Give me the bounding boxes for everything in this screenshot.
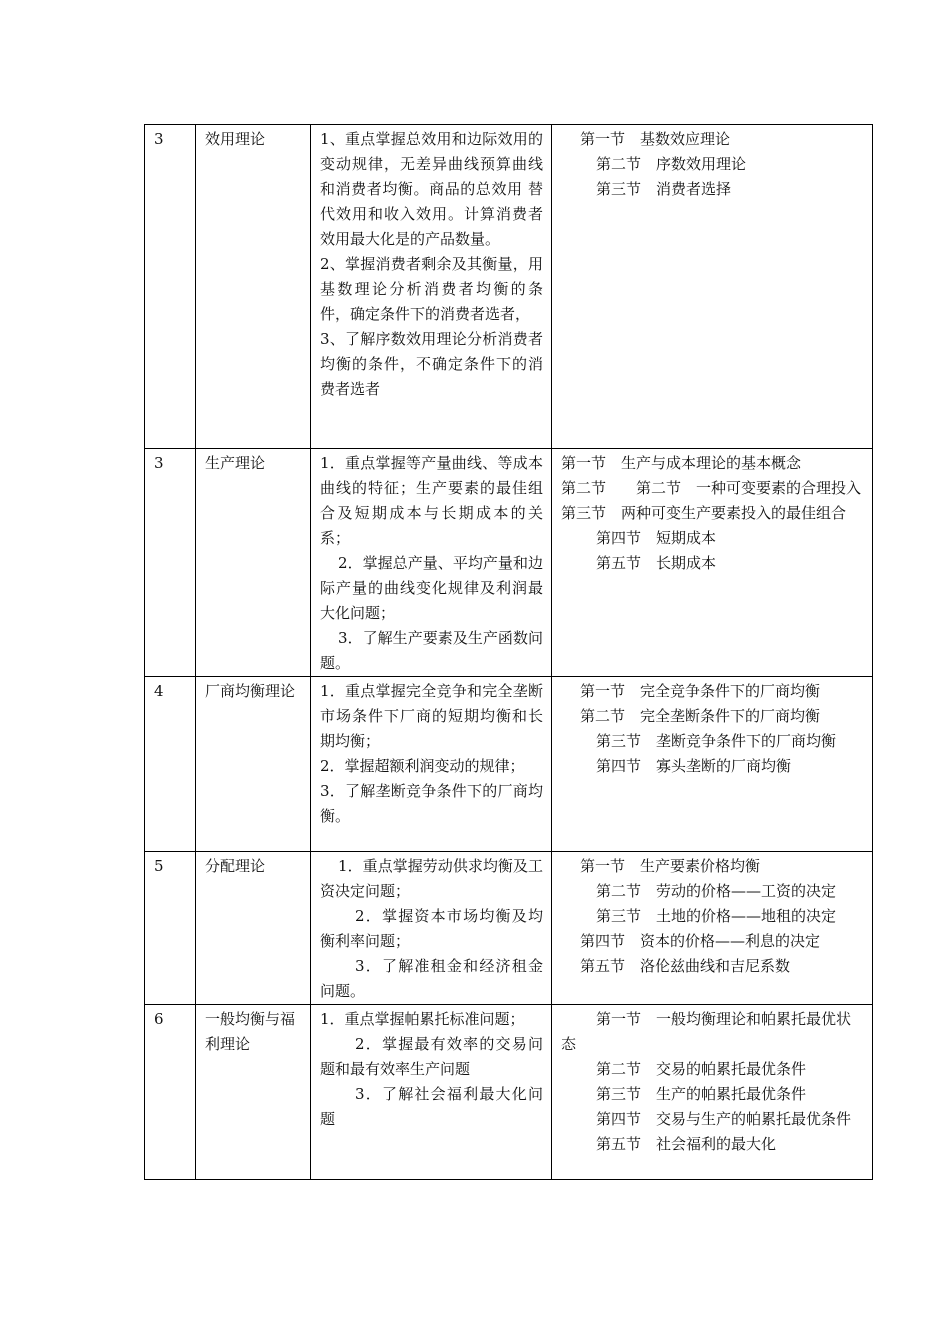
section-item: 第二节 第二节 一种可变要素的合理投入: [561, 479, 862, 497]
section-item: 第五节 社会福利的最大化: [596, 1135, 777, 1153]
sections-cell: [552, 449, 873, 677]
chapter-title: 生产理论: [196, 449, 311, 677]
requirements-cell: [311, 1005, 552, 1180]
section-item: 第五节 长期成本: [596, 554, 717, 572]
section-item: 第四节 寡头垄断的厂商均衡: [596, 757, 792, 775]
requirement-item: 2．掌握总产量、平均产量和边际产量的曲线变化规律及利润最大化问题；: [320, 554, 543, 622]
chapter-title: 厂商均衡理论: [196, 677, 311, 852]
requirements-cell: [311, 677, 552, 852]
sections-cell: [552, 852, 873, 1005]
requirement-item: 2．掌握超额利润变动的规律；: [320, 757, 525, 775]
requirement-item: 3、了解序数效用理论分析消费者均衡的条件，不确定条件下的消费者选者: [320, 330, 543, 398]
section-item: 第二节 劳动的价格——工资的决定: [596, 882, 837, 900]
section-item: 第一节 完全竞争条件下的厂商均衡: [580, 682, 821, 700]
section-item: 第一节 生产要素价格均衡: [580, 857, 761, 875]
requirement-item: 3．了解准租金和经济租金问题。: [320, 957, 543, 1000]
requirement-item: 3．了解生产要素及生产函数问题。: [320, 629, 543, 672]
sections-cell: [552, 1005, 873, 1180]
chapter-number: 6: [145, 1005, 196, 1180]
requirement-item: 3．了解垄断竞争条件下的厂商均衡。: [320, 782, 543, 825]
table-row: [145, 1005, 873, 1180]
requirement-item: 1、重点掌握总效用和边际效用的变动规律，无差异曲线预算曲线和消费者均衡。商品的总效用 替代效用和收入效用。计算消费者效用最大化是的产品数量。: [320, 130, 543, 248]
requirement-item: 2．掌握资本市场均衡及均衡利率问题；: [320, 907, 543, 950]
section-item: 第三节 两种可变生产要素投入的最佳组合: [561, 504, 847, 522]
section-item: 第二节 交易的帕累托最优条件: [596, 1060, 807, 1078]
table-row: [145, 449, 873, 677]
requirement-item: 1．重点掌握等产量曲线、等成本曲线的特征；生产要素的最佳组合及短期成本与长期成本的关系；: [320, 454, 543, 547]
requirement-item: 3．了解社会福利最大化问题: [320, 1085, 543, 1128]
requirement-item: 2、掌握消费者剩余及其衡量，用基数理论分析消费者均衡的条件，确定条件下的消费者选者，: [320, 255, 543, 323]
section-item: 第一节 一般均衡理论和帕累托最优状态: [561, 1010, 852, 1053]
section-item: 第二节 序数效用理论: [596, 155, 747, 173]
chapter-number: 3: [145, 125, 196, 449]
chapter-title: 分配理论: [196, 852, 311, 1005]
requirements-cell: [311, 125, 552, 449]
section-item: 第三节 生产的帕累托最优条件: [596, 1085, 807, 1103]
section-item: 第一节 基数效应理论: [580, 130, 731, 148]
requirement-item: 2．掌握最有效率的交易问题和最有效率生产问题: [320, 1035, 543, 1078]
section-item: 第一节 生产与成本理论的基本概念: [561, 454, 802, 472]
requirement-item: 1．重点掌握帕累托标准问题；: [320, 1010, 525, 1028]
sections-cell: [552, 677, 873, 852]
section-item: 第四节 短期成本: [596, 529, 717, 547]
chapter-number: 4: [145, 677, 196, 852]
section-item: 第三节 垄断竞争条件下的厂商均衡: [596, 732, 837, 750]
section-item: 第四节 资本的价格——利息的决定: [580, 932, 821, 950]
table-row: [145, 125, 873, 449]
syllabus-table: [144, 124, 873, 1180]
chapter-number: 5: [145, 852, 196, 1005]
table-row: [145, 852, 873, 1005]
requirement-item: 1．重点掌握完全竞争和完全垄断市场条件下厂商的短期均衡和长期均衡；: [320, 682, 543, 750]
requirement-item: 1．重点掌握劳动供求均衡及工资决定问题；: [320, 857, 543, 900]
chapter-number: 3: [145, 449, 196, 677]
section-item: 第三节 消费者选择: [596, 180, 732, 198]
section-item: 第三节 土地的价格——地租的决定: [596, 907, 837, 925]
chapter-title: 一般均衡与福利理论: [196, 1005, 311, 1180]
requirements-cell: [311, 449, 552, 677]
section-item: 第二节 完全垄断条件下的厂商均衡: [580, 707, 821, 725]
table-row: [145, 677, 873, 852]
requirements-cell: [311, 852, 552, 1005]
section-item: 第四节 交易与生产的帕累托最优条件: [596, 1110, 852, 1128]
chapter-title: 效用理论: [196, 125, 311, 449]
section-item: 第五节 洛伦兹曲线和吉尼系数: [580, 957, 791, 975]
sections-cell: [552, 125, 873, 449]
